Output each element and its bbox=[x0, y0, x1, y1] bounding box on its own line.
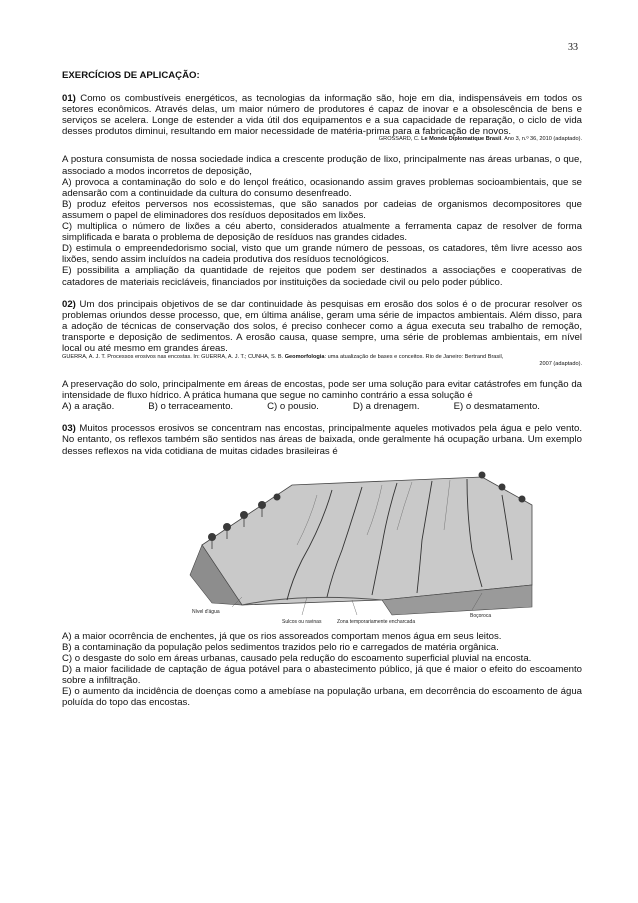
q2-alternatives bbox=[62, 401, 540, 412]
q1-alt-e: E) possibilita a ampliação da quantidade de rejeitos que podem ser destinados a associações e cooperativas de catadores de materiais recicláveis, financiados por instituições da sociedade civil ou pelo poder público. bbox=[62, 265, 582, 288]
q1-source: GROSSARD, C. Le Monde Diplomatique Brasil. Ano 3, n.º 36, 2010 (adaptado). bbox=[378, 136, 582, 143]
q3-alt-e: E) o aumento da incidência de doenças como a amebíase na população urbana, em decorrência do escoamento de água poluída do topo das encostas. bbox=[62, 686, 582, 709]
q1-number: 01) bbox=[62, 93, 76, 105]
q1-alt-d: D) estimula o empreendedorismo social, visto que um grande número de pessoas, os catadores, têm livre acesso aos lixões, sendo assim incluídos na cadeia produtiva dos resíduos tecnológicos. bbox=[62, 243, 582, 266]
page-number: 33 bbox=[568, 42, 578, 53]
q3-alt-c: C) o desgaste do solo em áreas urbanas, causado pela redução do escoamento superficial pluvial na encosta. bbox=[62, 652, 532, 664]
label-bocoroca: Boçoroca bbox=[470, 612, 492, 619]
q1-stem: A postura consumista de nossa sociedade indica a crescente produção de lixo, principalmente nas áreas urbanas, o que, associado a modos incorretos de deposição, bbox=[62, 154, 582, 177]
q2-alt-d: D) a drenagem. bbox=[352, 401, 420, 413]
slope-erosion-drawing bbox=[182, 465, 552, 625]
document-body bbox=[62, 70, 582, 708]
q3-body: Muitos processos erosivos se concentram nas encostas, principalmente aqueles motivados pela água e pelo vento. No entanto, os reflexos também são sentidos nas áreas de baixada, onde geralmente há ocupação urbana. Um exemplo desses reflexos na vida cotidiana de muitas cidades brasileiras é bbox=[62, 423, 583, 457]
q2-source: GUERRA, A. J. T. Processos erosivos nas encostas. In: GUERRA, A. J. T.; CUNHA, S. B. Geomorfologia: uma atualização de bases e conceitos. Rio de Janeiro: Bertrand Brasil, bbox=[62, 354, 504, 361]
q2-alt-b: B) o terraceamento. bbox=[148, 401, 234, 413]
q2-number: 02) bbox=[62, 298, 76, 310]
q1-alt-c: C) multiplica o número de lixões a céu aberto, considerados atualmente a ferramenta capaz de resolver de forma simplificada e barata o problema de deposição de resíduos nas grandes cidades. bbox=[62, 221, 582, 244]
q1-text bbox=[62, 93, 582, 137]
erosion-illustration bbox=[182, 465, 552, 625]
q2-source-line2: 2007 (adaptado). bbox=[539, 361, 582, 368]
q3-alt-b: B) a contaminação da população pelos sedimentos trazidos pelo rio e carregados de matéria orgânica. bbox=[62, 641, 499, 653]
q2-alt-c: C) o pousio. bbox=[267, 401, 319, 413]
q1-body: Como os combustíveis energéticos, as tecnologias da informação são, hoje em dia, indispensáveis em todos os setores econômicos. Através delas, um maior número de produtores é capaz de inovar e a obsolescência de bens e serviços se acelera. Longe de estender a vida útil dos equipamentos e a sua capacidade de reparação, o ciclo de vida desses produtos diminui, resultando em maior necessidade de matéria-prima para a fabricação de novos. bbox=[62, 93, 582, 138]
q2-alt-a: A) a aração. bbox=[62, 401, 115, 413]
q1-alt-a: A) provoca a contaminação do solo e do lençol freático, ocasionando assim graves problemas socioambientais, que se adensarão com a continuidade da cultura do consumo desenfreado. bbox=[62, 176, 582, 199]
label-wet-zone: Zona temporariamente encharcada bbox=[337, 618, 416, 625]
q2-text bbox=[62, 299, 582, 354]
label-water-level: Nível d'água bbox=[192, 608, 220, 615]
q2-alt-e: E) o desmatamento. bbox=[453, 401, 540, 413]
q3-number: 03) bbox=[62, 423, 76, 435]
label-gullies: Sulcos ou ravinas bbox=[282, 618, 322, 625]
q2-body: Um dos principais objetivos de se dar continuidade às pesquisas em erosão dos solos é o de procurar resolver os problemas oriundos desse processo, que, em última análise, geram uma série de impactos ambientais. Além disso, para a adoção de técnicas de conservação dos solos, é preciso conhecer como a água executa seu trabalho de remoção, transporte e deposição de sedimentos. A erosão causa, quase sempre, uma série de problemas ambientais, em nível local ou até mesmo em grandes áreas. bbox=[62, 298, 582, 354]
section-heading: EXERCÍCIOS DE APLICAÇÃO: bbox=[62, 70, 200, 81]
q3-text bbox=[62, 423, 582, 456]
q1-alt-b: B) produz efeitos perversos nos ecossistemas, que são sanados por cadeias de organismos decompositores que assumem o papel de eliminadores dos resíduos depositados em lixões. bbox=[62, 198, 582, 221]
q3-alt-a: A) a maior ocorrência de enchentes, já que os rios assoreados comportam menos água em seus leitos. bbox=[62, 630, 502, 642]
q3-alt-d: D) a maior facilidade de captação de água potável para o abastecimento público, já que é maior o efeito do escoamento sobre a infiltração. bbox=[62, 663, 582, 686]
q2-stem: A preservação do solo, principalmente em áreas de encostas, pode ser uma solução para evitar catástrofes em função da intensidade de fluxo hídrico. A prática humana que segue no caminho contrário a essa solução é bbox=[62, 379, 582, 402]
